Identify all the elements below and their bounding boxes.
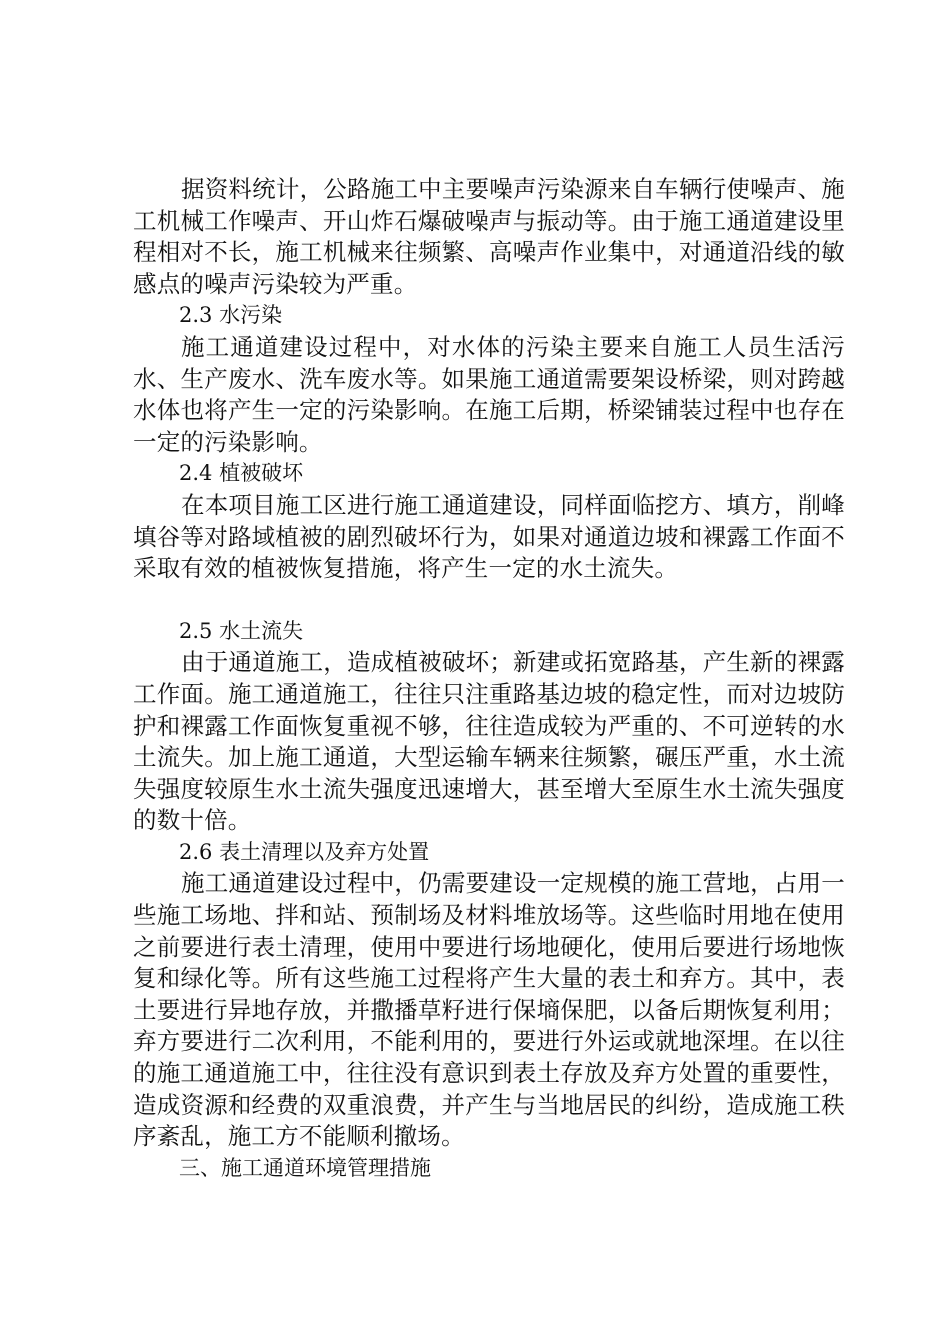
heading-section-three: 三、施工通道环境管理措施 bbox=[179, 1155, 431, 1180]
heading-vegetation-damage: 2.4 植被破坏 bbox=[179, 461, 304, 486]
document-body bbox=[133, 174, 845, 1184]
paragraph-gap bbox=[133, 585, 845, 616]
paragraph-soil-erosion: 由于通道施工，造成植被破坏；新建或拓宽路基，产生新的裸露工作面。施工通道施工，往往只注重路基边坡的稳定性，而对边坡防护和裸露工作面恢复重视不够，往往造成较为严重的、不可逆转的水土流失。加上施工通道，大型运输车辆来往频繁，碾压严重，水土流失强度较原生水土流失强度迅速增大，甚至增大至原生水土流失强度的数十倍。 bbox=[133, 648, 845, 835]
paragraph-vegetation-damage: 在本项目施工区进行施工通道建设，同样面临挖方、填方，削峰填谷等对路域植被的剧烈破坏行为，如果对通道边坡和裸露工作面不采取有效的植被恢复措施，将产生一定的水土流失。 bbox=[133, 490, 845, 583]
paragraph-water-pollution: 施工通道建设过程中，对水体的污染主要来自施工人员生活污水、生产废水、洗车废水等。如果施工通道需要架设桥梁，则对跨越水体也将产生一定的污染影响。在施工后期，桥梁铺装过程中也存在一定的污染影响。 bbox=[133, 332, 845, 456]
heading-water-pollution: 2.3 水污染 bbox=[179, 303, 283, 328]
heading-topsoil-disposal: 2.6 表土清理以及弃方处置 bbox=[179, 839, 430, 864]
paragraph-topsoil-disposal: 施工通道建设过程中，仍需要建设一定规模的施工营地，占用一些施工场地、拌和站、预制场及材料堆放场等。这些临时用地在使用之前要进行表土清理，使用中要进行场地硬化，使用后要进行场地恢复和绿化等。所有这些施工过程将产生大量的表土和弃方。其中，表土要进行异地存放，并撒播草籽进行保墒保肥，以备后期恢复利用；弃方要进行二次利用，不能利用的，要进行外运或就地深埋。在以往的施工通道施工中，往往没有意识到表土存放及弃方处置的重要性，造成资源和经费的双重浪费，并产生与当地居民的纠纷，造成施工秩序紊乱，施工方不能顺利撤场。 bbox=[133, 869, 845, 1151]
heading-soil-erosion: 2.5 水土流失 bbox=[179, 618, 304, 643]
paragraph-noise-pollution: 据资料统计，公路施工中主要噪声污染源来自车辆行使噪声、施工机械工作噪声、开山炸石爆破噪声与振动等。由于施工通道建设里程相对不长，施工机械来往频繁、高噪声作业集中，对通道沿线的敏感点的噪声污染较为严重。 bbox=[133, 175, 845, 298]
